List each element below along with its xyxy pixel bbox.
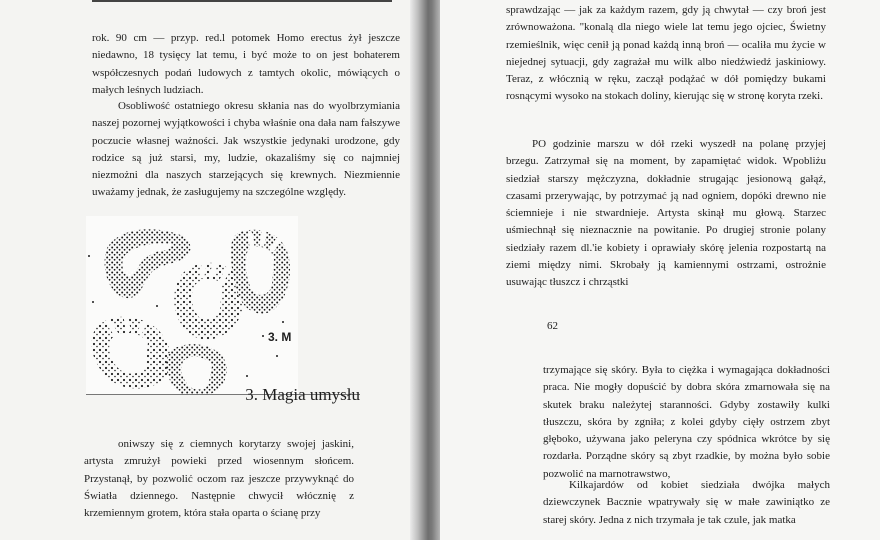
cave-hand-stencils-illustration [86, 216, 298, 394]
right-paragraph-3: trzymające się skóry. Była to ciężka i wymagająca dokładności praca. Nie mogły dopuścić by dobra skóra zmarnowała się na skutek braku należytej staranności. Gdyby zostawiły kulki tłuszczu, skóra by zgniła; z kolei gdyby cięły ostrzem zbyt głęboko, używana jako peleryna czy spódnica wkrótce by się rozdarła. Porządne skóry są zbyt rzadkie, by można było sobie pozwolić na marnotrawstwo, [543, 364, 830, 480]
chapter-title: 3. Magia umysłu [245, 385, 360, 404]
left-page [0, 0, 420, 540]
right-paragraph-1: sprawdzając — jak za każdym razem, gdy ją chwytał — czy broń jest zrównoważona. "konalą dla niego wiele lat temu jego ojciec, Świetny rzemieślnik, więc cenił ją ponad każdą inną broń — ocaliła mu życie w niejednej sytuacji, gdy zagrażał mu wilk albo niedźwiedź jaskiniowy. Teraz, z włócznią w ręku, zaczął podążać w dół pomiędzy bukami rosnącymi wysoko na stokach doliny, kierując się w stronę koryta rzeki. [506, 4, 826, 103]
left-paragraph-1: rok. 90 cm — przyp. red.l potomek Homo erectus żył jeszcze niedawno, 18 tysięcy lat temu, i być może to on jest bohaterem współczesnych podań ludowych z tamtych okolic, mówiących o małych leśnych ludziach. [92, 32, 400, 96]
top-rule [92, 0, 392, 2]
left-paragraph-3: oniwszy się z ciemnych korytarzy swojej jaskini, artysta zmrużył powieki przed wiosennym słońcem. Przystanął, by pozwolić oczom raz jeszcze przywyknąć do Światła dziennego. Następnie chwycił włócznię z krzemiennym grotem, która stała oparta o ścianę przy [84, 438, 354, 520]
page-number: 62 [547, 320, 558, 332]
left-paragraph-2: Osobliwość ostatniego okresu skłania nas do wyolbrzymiania naszej pozornej wyjątkowości i chyba właśnie ona dała nam fałszywe poczucie własnej ważności. Jak wszystkie jedynaki urodzone, gdy rodzice są już starsi, my, ludzie, okazaliśmy się co najmniej niezmożni dla naszych starzejących się krewnych. Niezmiennie uważamy jednak, że zasługujemy na szczególne względy. [92, 100, 400, 199]
right-page [440, 0, 880, 540]
right-paragraph-2: PO godzinie marszu w dół rzeki wyszedł na polanę przyjej brzegu. Zatrzymał się na moment, by zapamiętać widok. Wpobliżu siedział starszy mężczyzna, dokładnie strugając jesionową gałąź, czasami przerywając, by potrzymać ją nad ogniem, dopóki drewno nie ściemnieje i nie stwardnieje. Artysta skinął mu głową. Starzec uśmiechnął się nieznacznie na powitanie. Po drugiej stronie polany siedziały razem dl.'ie kobiety i oprawiały skórę jelenia rozpostartą na ziemi między nimi. Skrobały ją kamiennymi ostrzami, ostrożnie usuwając tłuszcz i chrząstki [506, 138, 826, 289]
right-paragraph-4: Kilkajardów od kobiet siedziała dwójka małych dziewczynek Bacznie wpatrywały się w małe zawiniątko ze starej skóry. Jedna z nich trzymała je tak czule, jak matka [543, 479, 830, 526]
figure-label: 3. M [268, 330, 292, 344]
